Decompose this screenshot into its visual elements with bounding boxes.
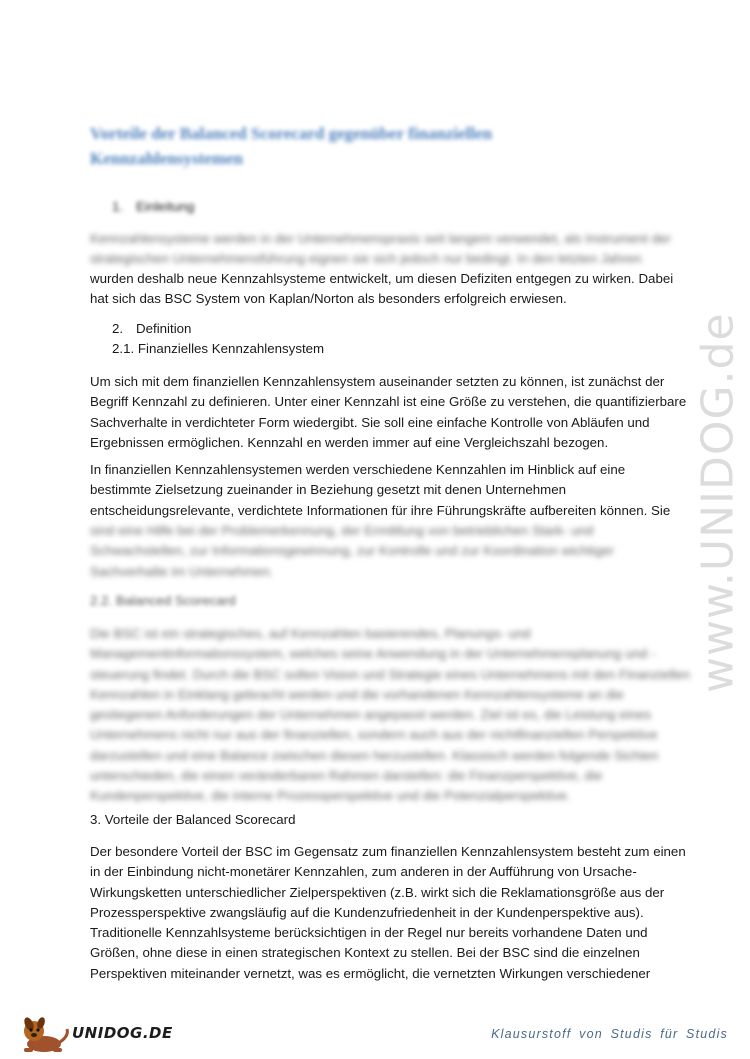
intro-blurred-text — [90, 229, 671, 270]
logo-text: UNIDOG.DE — [72, 1024, 173, 1042]
section-number: 2. — [112, 321, 124, 336]
paragraph-kennzahl — [90, 372, 687, 453]
paragraph-kennzahlensysteme-blurred — [90, 521, 662, 582]
text-line: Prozessperspektive zwangsläufig auf die Kundenzufriedenheit in der Kundenperspektive aus). — [90, 904, 644, 920]
text-line: Um sich mit dem finanziellen Kennzahlensystem auseinander setzten zu können, ist zunächst der — [90, 374, 665, 389]
text-line: unterschieden, die einen veränderbaren Rahmen darstellen: die Finanzperspektive, die — [90, 768, 603, 784]
footer-tagline: Klausurstoff von Studis für Studis — [491, 1027, 728, 1041]
text-line: Kundenperspektive, die interne Prozessperspektive und die Potenzialperspektive. — [90, 788, 571, 804]
text-line: Sachverhalte in verdichteter Form wiedergibt. Sie soll eine einfache Kontrolle von Abläufen und — [90, 414, 650, 430]
paragraph-bsc-blurred — [90, 624, 690, 807]
text-line: Traditionelle Kennzahlsysteme berücksichtigen in der Regel nur bereits vorhandene Daten und — [90, 925, 648, 941]
text-line: Die BSC ist ein strategisches, auf Kennzahlen basierendes, Planungs- und — [90, 626, 531, 641]
text-line: Wirkungsketten unterschiedlicher Zielperspektiven (z.B. wirkt sich die Reklamationsgröße aus der — [90, 884, 665, 900]
text-line: Schwachstellen, zur Informationsgewinnung, zur Kontrolle und zur Koordination wichtiger — [90, 543, 615, 559]
document-title: Vorteile der Balanced Scorecard gegenüber finanziellen Kennzahlensystemen — [90, 124, 493, 168]
text-line: hat sich das BSC System von Kaplan/Norton als besonders erfolgreich erwiesen. — [90, 291, 567, 307]
text-line: Unternehmens nicht nur aus der finanziellen, sondern auch aus der nichtfinanziellen Perspektive — [90, 727, 658, 743]
text-line: darzustellen und eine Balance zwischen diesen herzustellen. Klassisch werden folgende Sichten — [90, 747, 659, 763]
dog-mascot-icon — [20, 1014, 72, 1054]
intro-paragraph — [90, 269, 674, 310]
text-line: gestiegenen Anforderungen der Unternehmen angepasst werden. Ziel ist es, die Leistung eines — [90, 707, 652, 723]
section-label: Definition — [136, 321, 192, 336]
text-line: wurden deshalb neue Kennzahlsysteme entwickelt, um diesen Defiziten entgegen zu wirken. Dabei — [90, 271, 674, 286]
subsection-heading-finanzielles: 2.1. Finanzielles Kennzahlensystem — [112, 341, 325, 356]
section-heading-einleitung — [112, 197, 194, 217]
section-number: 1. — [112, 199, 124, 214]
text-line: steuerung findet. Durch die BSC sollen Vision und Strategie eines Unternehmens mit den Finanziellen — [90, 666, 690, 682]
text-line: Sachverhalte im Unternehmen. — [90, 563, 274, 579]
subsection-heading-bsc: 2.2. Balanced Scorecard — [90, 593, 236, 608]
text-line: Managementinformationssystem, welches seine Anwendung in der Unternehmensplanung und - — [90, 646, 656, 662]
paragraph-kennzahlensysteme — [90, 460, 671, 521]
text-line: entscheidungsrelevante, verdichtete Informationen für ihre Führungskräfte aufbereiten können. Sie — [90, 502, 671, 518]
text-line: Kennzahlen in Einklang gebracht werden und die vorhandenen Kennzahlensysteme an die — [90, 686, 624, 702]
section-heading-definition — [112, 319, 191, 339]
text-line: In finanziellen Kennzahlensystemen werden verschiedene Kennzahlen im Hinblick auf eine — [90, 462, 626, 477]
text-line: sind eine Hilfe bei der Problemerkennung, der Ermittlung von betrieblichen Stark- und — [90, 523, 594, 538]
text-line: bestimmte Zielsetzung zueinander in Beziehung gesetzt mit denen Unternehmen — [90, 482, 567, 498]
text-line: Kennzahlensysteme werden in der Unternehmenspraxis seit langem verwendet, als Instrument der — [90, 231, 671, 246]
section-label: Einleitung — [136, 199, 195, 214]
paragraph-vorteile — [90, 842, 686, 984]
text-line: Begriff Kennzahl zu definieren. Unter einer Kennzahl ist eine Größe zu verstehen, die quantifizierbare — [90, 394, 687, 410]
section-heading-vorteile: 3. Vorteile der Balanced Scorecard — [90, 812, 296, 827]
text-line: Der besondere Vorteil der BSC im Gegensatz zum finanziellen Kennzahlensystem besteht zum einen — [90, 844, 686, 859]
text-line: in der Einbindung nicht-monetärer Kennzahlen, zum anderen in der Aufführung von Ursache- — [90, 864, 637, 880]
text-line: Ergebnissen ermöglichen. Kennzahl en werden immer auf eine Vergleichszahl bezogen. — [90, 434, 609, 450]
text-line: Größen, ohne diese in einen strategischen Kontext zu stellen. Bei der BSC sind die einzelnen — [90, 945, 640, 961]
text-line: Perspektiven miteinander vernetzt, was es ermöglicht, die vernetzten Wirkungen verschiedener — [90, 965, 651, 981]
text-line: strategischen Unternehmensführung eignen sie sich jedoch nur bedingt. In den letzten Jahren — [90, 251, 642, 267]
unidog-logo[interactable] — [20, 1014, 173, 1054]
watermark: www.UNIDOG.de — [692, 312, 744, 694]
